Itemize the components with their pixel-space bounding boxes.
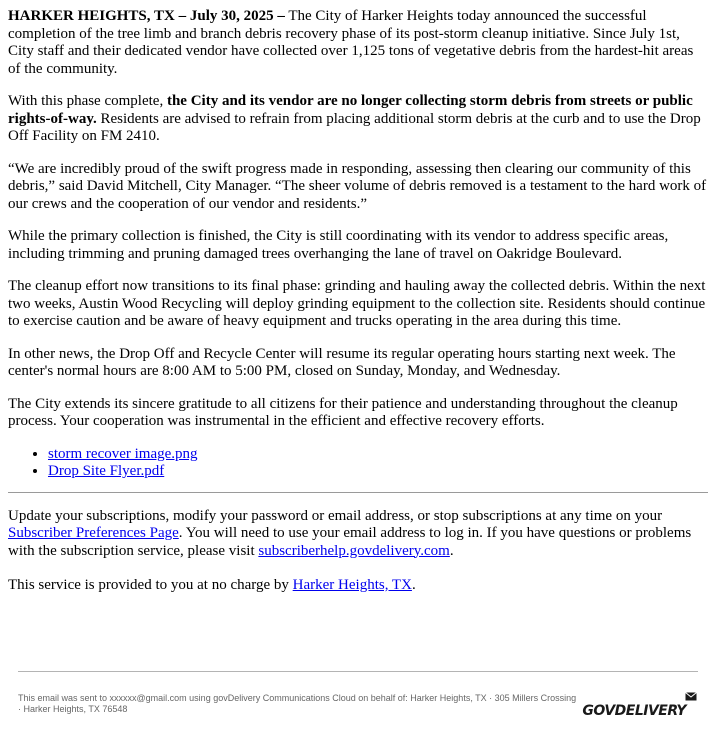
subscription-text-3: . bbox=[449, 542, 454, 559]
announcement-text: The City of Harker Heights today announced the successful completion of the tree limb and branch debris recovery phase of its post-storm cleanup initiative. Since July 1st, City staff and their dedicated vendor have collected over 1,125 tons of vegetative debris from the hardest-hit areas of the community. bbox=[8, 8, 694, 77]
subscription-text-2: . You will need to use your email address to log in. If you have questions or problems with the subscription service, please visit bbox=[8, 525, 692, 559]
footer-body bbox=[18, 672, 698, 719]
subscriber-preferences-link[interactable]: Subscriber Preferences Page bbox=[8, 525, 179, 541]
paragraph-coordination: While the primary collection is finished, the City is still coordinating with its vendor to address specific areas, including trimming and pruning damaged trees overhanging the lane of travel on Oakridge Boulevard. bbox=[8, 228, 669, 262]
paragraph-phase-complete bbox=[8, 93, 708, 146]
subscriber-help-link[interactable]: subscriberhelp.govdelivery.com bbox=[258, 542, 450, 559]
paragraph-quote: “We are incredibly proud of the swift progress made in responding, assessing then clearing our community of this debris,” said David Mitchell, City Manager. “The sheer volume of debris removed is a testament to the hard work of our crews and the cooperation of our vendor and residents.” bbox=[8, 160, 707, 212]
govdelivery-wordmark: GOVDELIVERY bbox=[582, 702, 686, 719]
phase-tail: Residents are advised to refrain from placing additional storm debris at the curb and to use the Drop Off Facility on FM 2410. bbox=[8, 110, 701, 144]
subscription-section bbox=[8, 508, 708, 595]
service-text: This service is provided to you at no charge by bbox=[8, 577, 293, 593]
paragraph-recycle-center: In other news, the Drop Off and Recycle Center will resume its regular operating hours starting next week. The center's normal hours are 8:00 AM to 5:00 PM, closed on Sunday, Monday, and Wednesday. bbox=[8, 345, 676, 379]
attachment-link-image[interactable]: storm recover image.png bbox=[48, 445, 198, 462]
phase-lead: With this phase complete, bbox=[8, 93, 167, 109]
paragraph-final-phase: The cleanup effort now transitions to its final phase: grinding and hauling away the collected debris. Within the next two weeks, Austin Wood Recycling will deploy grinding equipment to the collection site. Residents should continue to exercise caution and be aware of heavy equipment and trucks operating in the area during this time. bbox=[8, 278, 706, 329]
govdelivery-logo[interactable] bbox=[582, 694, 698, 722]
paragraph-announcement bbox=[8, 8, 708, 78]
attachment-item bbox=[48, 446, 708, 464]
footer-disclaimer: This email was sent to xxxxxx@gmail.com using govDelivery Communications Cloud on behalf of: Harker Heights, TX · 305 Millers Crossing · Harker Heights, TX 76548 bbox=[18, 693, 577, 714]
attachment-link-flyer[interactable]: Drop Site Flyer.pdf bbox=[48, 463, 165, 479]
subscription-text-1: Update your subscriptions, modify your password or email address, or stop subscriptions at any time on your bbox=[8, 507, 663, 524]
attachment-item bbox=[48, 463, 708, 481]
email-body bbox=[8, 8, 708, 612]
service-paragraph bbox=[8, 577, 708, 595]
attachment-list bbox=[8, 446, 708, 481]
service-end: . bbox=[411, 577, 416, 593]
envelope-icon bbox=[685, 692, 697, 701]
paragraph-gratitude: The City extends its sincere gratitude to all citizens for their patience and understanding throughout the cleanup process. Your cooperation was instrumental in the efficient and effective recovery efforts. bbox=[8, 395, 678, 429]
dateline: HARKER HEIGHTS, TX – July 30, 2025 – bbox=[8, 8, 285, 24]
city-link[interactable]: Harker Heights, TX bbox=[292, 577, 412, 593]
phase-bold-notice: the City and its vendor are no longer collecting storm debris from streets or public rights-of-way. bbox=[8, 93, 693, 127]
subscription-paragraph bbox=[8, 508, 708, 561]
email-footer bbox=[18, 671, 698, 719]
section-divider bbox=[8, 492, 708, 493]
